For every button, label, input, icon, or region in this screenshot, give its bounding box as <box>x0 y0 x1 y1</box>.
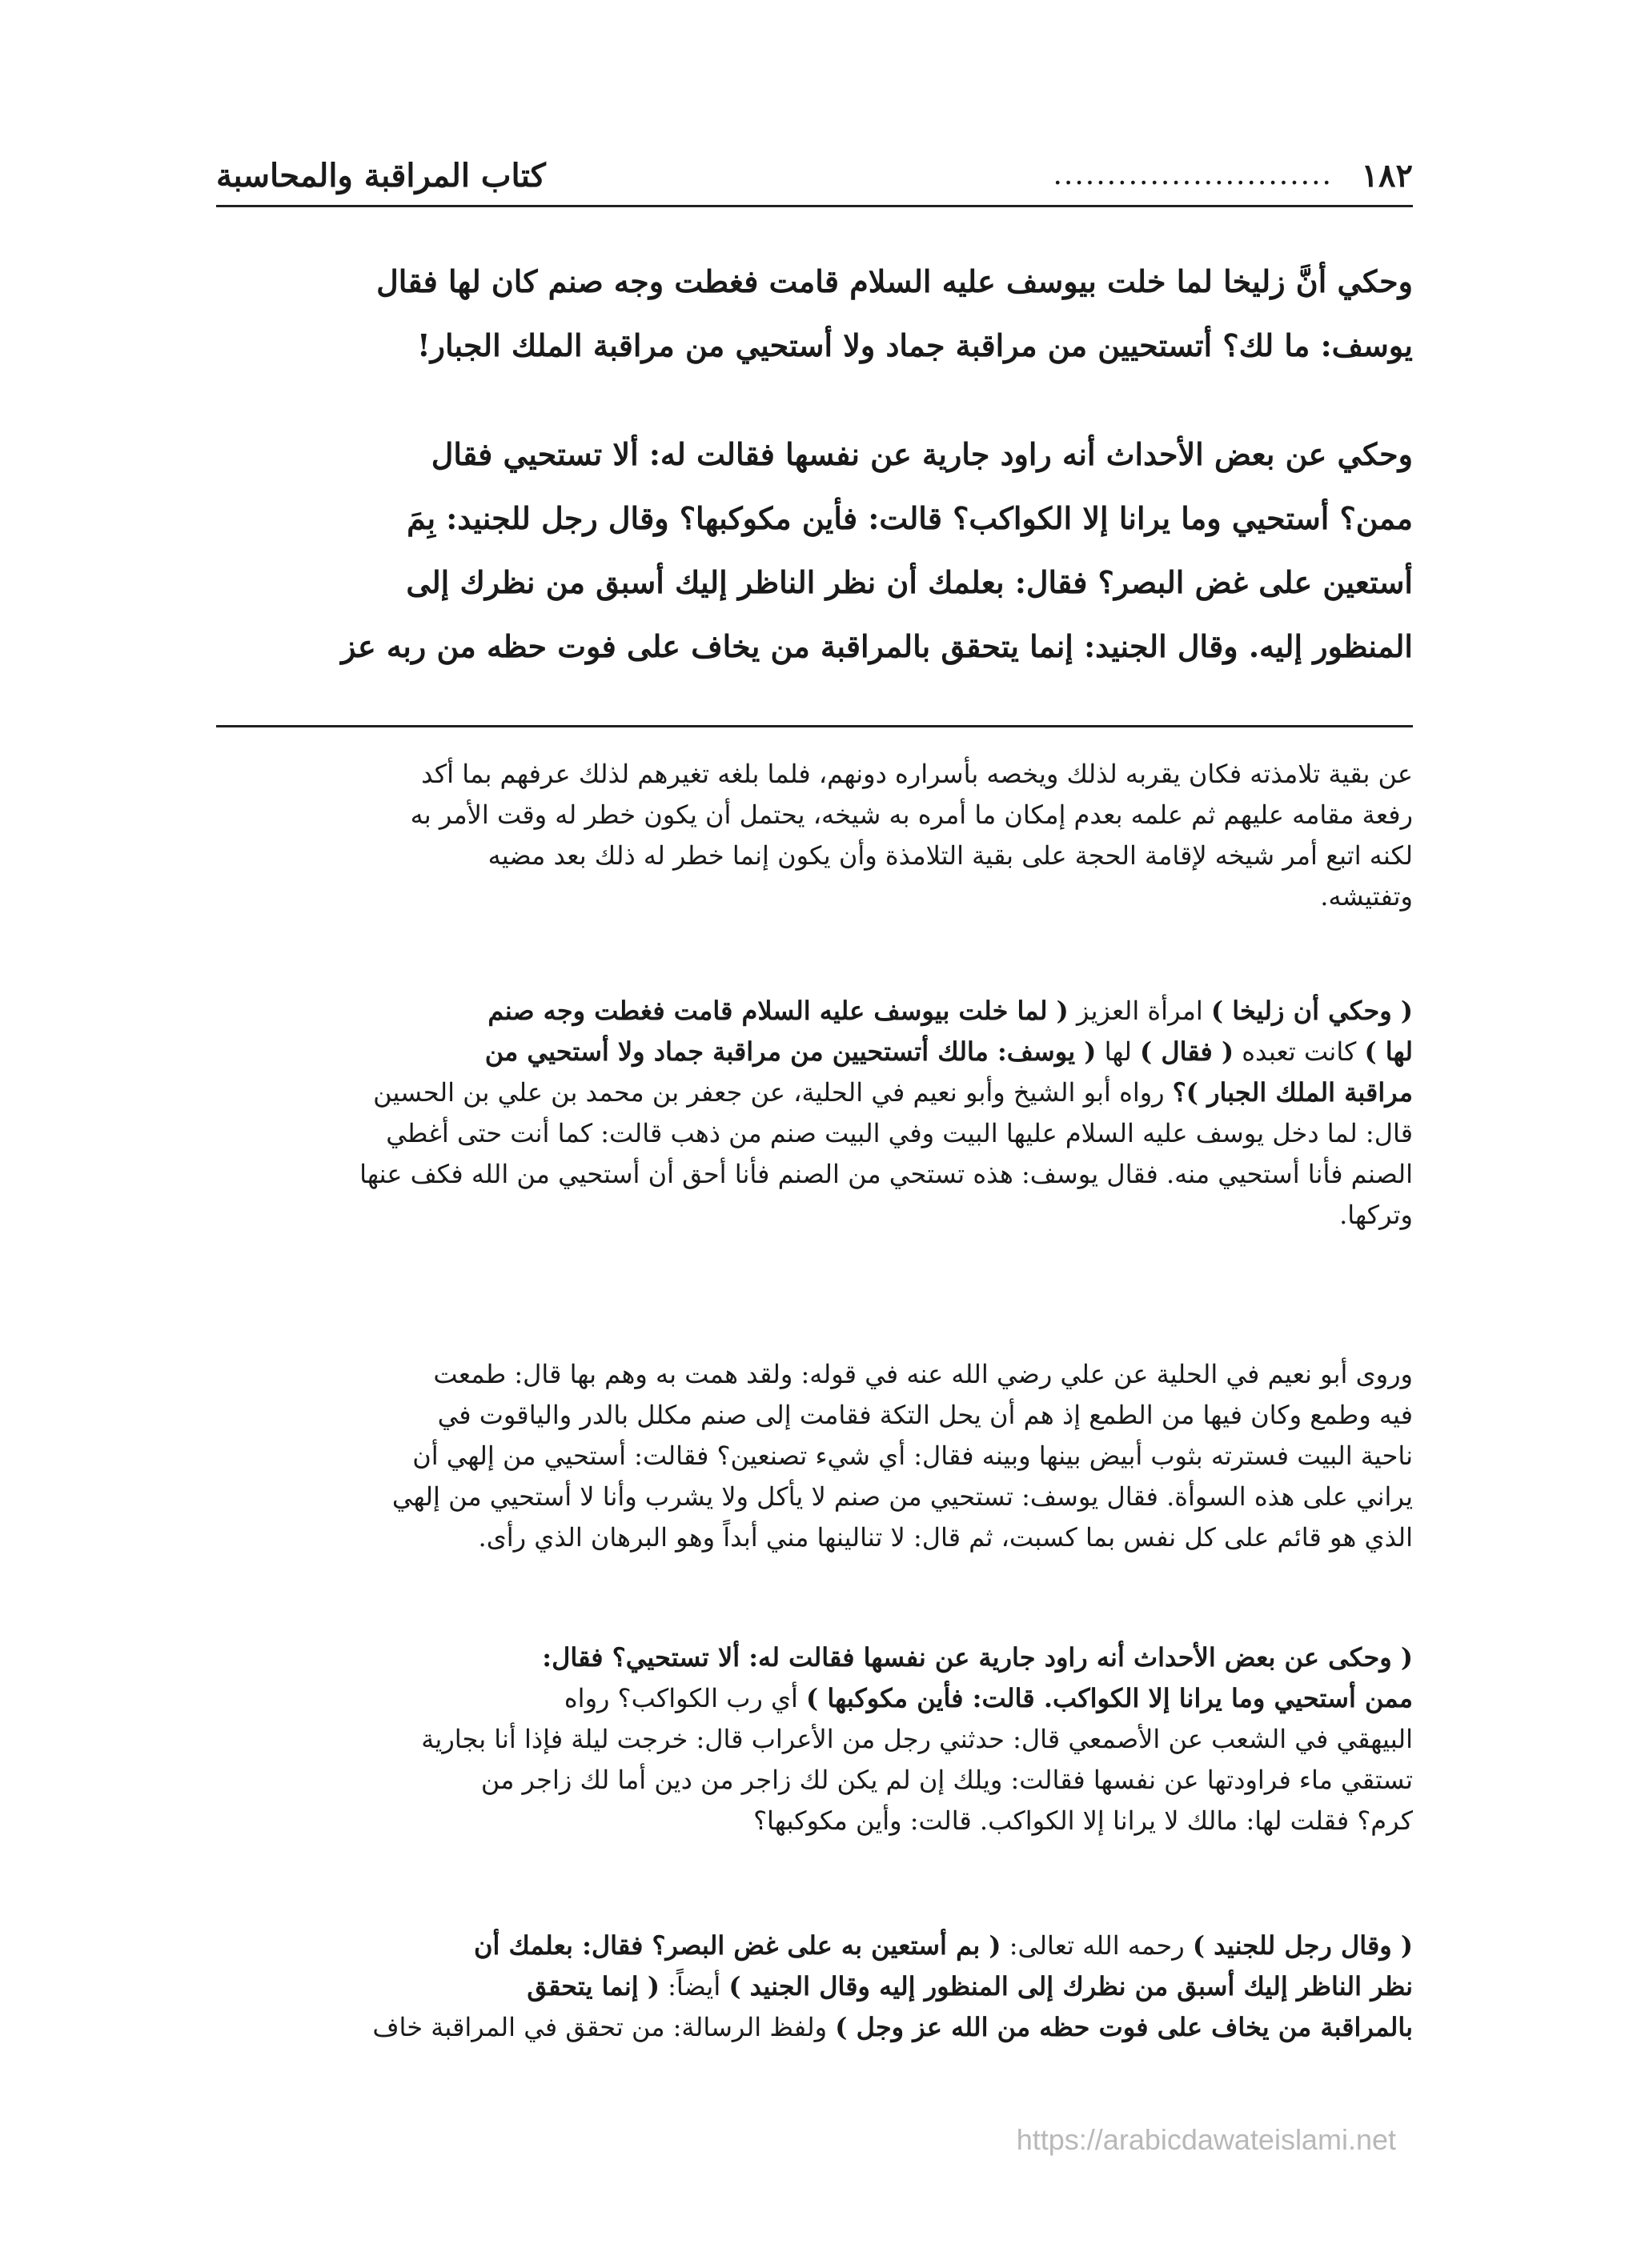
quoted-text: ( بم أستعين به على غض البصر؟ فقال: بعلمك أن <box>474 1930 1001 1961</box>
quoted-text: ممن أستحيي وما يرانا إلا الكواكب. قالت: فأين مكوكبها ) <box>806 1683 1413 1713</box>
text-line: ممن؟ أستحيي وما يرانا إلا الكواكب؟ قالت: فأين مكوكبها؟ وقال رجل للجنيد: بِمَ <box>407 500 1413 536</box>
quoted-text: لها ) <box>1364 1036 1413 1067</box>
text-line: يوسف: ما لك؟ أتستحيين من مراقبة جماد ولا أستحيي من مراقبة الملك الجبار! <box>416 327 1413 363</box>
text-line <box>216 1072 1413 1113</box>
commentary-text: رواه أبو الشيخ وأبو نعيم في الحلية، عن جعفر بن محمد بن علي بن الحسين <box>373 1077 1173 1108</box>
commentary-text: رحمه الله تعالى: <box>1001 1930 1193 1961</box>
text-line <box>216 1637 1413 1678</box>
text-line: وتفتيشه. <box>1320 881 1413 912</box>
main-paragraph <box>216 423 1413 679</box>
commentary-paragraph <box>216 754 1413 917</box>
quoted-text: ( وحكى عن بعض الأحداث أنه راود جارية عن نفسها فقالت له: ألا تستحيي؟ فقال: <box>542 1642 1413 1673</box>
quoted-text: ( وحكي أن زليخا ) <box>1210 996 1413 1026</box>
commentary-text: البيهقي في الشعب عن الأصمعي قال: حدثني رجل من الأعراب قال: خرجت ليلة فإذا أنا بجارية <box>421 1724 1413 1754</box>
commentary-text: امرأة العزيز <box>1068 996 1211 1026</box>
text-line: ناحية البيت فسترته بثوب أبيض بينها وبينه فقال: أي شيء تصنعين؟ فقالت: أستحيي من إلهي أن <box>412 1441 1413 1471</box>
quoted-text: مراقبة الملك الجبار )؟ <box>1172 1077 1413 1108</box>
text-line <box>216 1925 1413 1966</box>
page-number: ١٨٢ <box>1361 157 1413 194</box>
commentary-paragraph <box>216 1637 1413 1841</box>
text-line: أستعين على غض البصر؟ فقال: بعلمك أن نظر الناظر إليك أسبق من نظرك إلى <box>406 564 1413 600</box>
text-line: يراني على هذه السوأة. فقال يوسف: تستحيي من صنم لا يأكل ولا يشرب وأنا لا أستحيي من إلهي <box>391 1481 1413 1512</box>
text-line <box>216 1154 1413 1195</box>
quoted-text: ( وقال رجل للجنيد ) <box>1192 1930 1413 1961</box>
commentary-text: قال: لما دخل يوسف عليه السلام عليها البيت وفي البيت صنم من ذهب قالت: كما أنت حتى أغطي <box>386 1118 1413 1148</box>
main-paragraph <box>216 250 1413 378</box>
commentary-text: ولفظ الرسالة: من تحقق في المراقبة خاف <box>372 2012 836 2042</box>
quoted-text: ( فقال ) <box>1140 1036 1234 1067</box>
text-line <box>216 1966 1413 2007</box>
text-line: فيه وطمع وكان فيها من الطمع إذ هم أن يحل التكة فقامت إلى صنم مكلل بالدر والياقوت في <box>437 1400 1413 1430</box>
text-line <box>216 1801 1413 1841</box>
page-header <box>216 157 1413 207</box>
text-line: رفعة مقامه عليهم ثم علمه بعدم إمكان ما أمره به شيخه، يحتمل أن يكون خطر له وقت الأمر به <box>410 799 1413 830</box>
text-line <box>216 1195 1413 1236</box>
text-line <box>216 991 1413 1032</box>
commentary-text: وتركها. <box>1339 1200 1413 1230</box>
quoted-text: نظر الناظر إليك أسبق من نظرك إلى المنظور إليه وقال الجنيد ) <box>728 1971 1413 2002</box>
quoted-text: ( يوسف: مالك أتستحيين من مراقبة جماد ولا أستحيي من <box>484 1036 1097 1067</box>
text-line: لكنه اتبع أمر شيخه لإقامة الحجة على بقية التلامذة وأن يكون إنما خطر له ذلك بعد مضيه <box>488 840 1413 871</box>
running-title: كتاب المراقبة والمحاسبة <box>216 157 546 194</box>
text-line: وحكي أنَّ زليخا لما خلت بيوسف عليه السلام قامت فغطت وجه صنم كان لها فقال <box>376 263 1413 299</box>
text-line <box>216 1032 1413 1072</box>
footnote-divider <box>216 725 1413 727</box>
text-line: عن بقية تلامذته فكان يقربه لذلك ويخصه بأسراره دونهم، فلما بلغه تغيرهم لذلك عرفهم بما أكد <box>421 759 1413 789</box>
quoted-text: ( لما خلت بيوسف عليه السلام قامت فغطت وجه صنم <box>488 996 1069 1026</box>
commentary-paragraph <box>216 1354 1413 1558</box>
text-line: وحكي عن بعض الأحداث أنه راود جارية عن نفسها فقالت له: ألا تستحيي فقال <box>431 436 1413 472</box>
commentary-paragraph <box>216 1925 1413 2048</box>
text-line <box>216 1113 1413 1154</box>
text-line <box>216 1678 1413 1719</box>
commentary-text: أيضاً: <box>659 1971 729 2002</box>
text-line: المنظور إليه. وقال الجنيد: إنما يتحقق بالمراقبة من يخاف على فوت حظه من ربه عز <box>341 628 1413 664</box>
watermark-url: https://arabicdawateislami.net <box>1016 2123 1396 2156</box>
commentary-text: الصنم فأنا أستحيي منه. فقال يوسف: هذه تستحي من الصنم فأنا أحق أن أستحيي من الله فكف عنها <box>359 1159 1413 1189</box>
commentary-text: لها <box>1096 1036 1141 1067</box>
commentary-text: كانت تعبده <box>1234 1036 1365 1067</box>
commentary-text: كرم؟ فقلت لها: مالك لا يرانا إلا الكواكب. قالت: وأين مكوكبها؟ <box>753 1805 1413 1836</box>
commentary-text: تستقي ماء فراودتها عن نفسها فقالت: ويلك إن لم يكن لك زاجر من دين أما لك زاجر من <box>480 1765 1413 1795</box>
text-line: وروى أبو نعيم في الحلية عن علي رضي الله عنه في قوله: ولقد همت به وهم بها قال: طمعت <box>433 1359 1413 1389</box>
commentary-paragraph <box>216 991 1413 1236</box>
header-dots: .......................... <box>1053 158 1333 191</box>
quoted-text: ( إنما يتحقق <box>527 1971 660 2002</box>
text-line: الذي هو قائم على كل نفس بما كسبت، ثم قال: لا تنالينها مني أبداً وهو البرهان الذي رأى. <box>478 1522 1413 1553</box>
text-line <box>216 1719 1413 1760</box>
quoted-text: بالمراقبة من يخاف على فوت حظه من الله عز وجل ) <box>835 2012 1413 2042</box>
text-line <box>216 1760 1413 1801</box>
commentary-text: أي رب الكواكب؟ رواه <box>564 1683 807 1713</box>
text-line <box>216 2007 1413 2048</box>
